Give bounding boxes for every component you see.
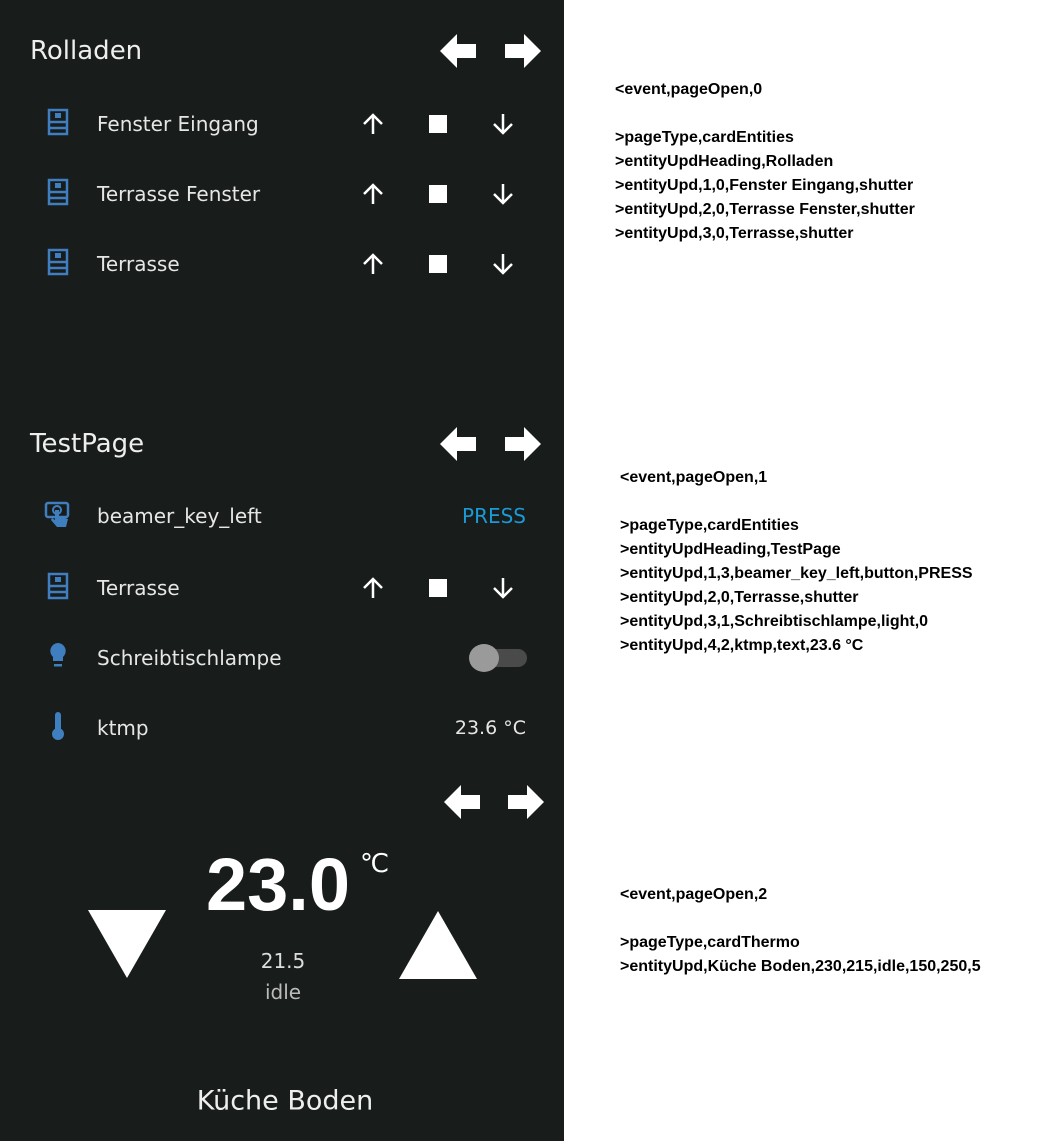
shutter-up-button[interactable] xyxy=(360,111,386,137)
button-press-icon xyxy=(44,500,72,532)
entity-name: Terrasse Fenster xyxy=(97,182,261,206)
shutter-down-button[interactable] xyxy=(490,111,516,137)
log-line: >entityUpd,Küche Boden,230,215,idle,150,250,5 xyxy=(620,958,981,975)
log-line: >pageType,cardThermo xyxy=(620,934,800,951)
temperature-unit: ℃ xyxy=(360,849,390,879)
next-page-arrow-icon[interactable] xyxy=(505,431,541,457)
serial-log-block xyxy=(620,883,981,979)
shutter-down-button[interactable] xyxy=(490,251,516,277)
next-page-arrow-icon[interactable] xyxy=(505,38,541,64)
shutter-icon xyxy=(47,572,69,604)
log-line: >entityUpd,1,3,beamer_key_left,button,PRESS xyxy=(620,565,973,582)
hvac-status: idle xyxy=(264,980,302,1004)
entity-name: Terrasse xyxy=(97,252,180,276)
log-line: >entityUpd,4,2,ktmp,text,23.6 °C xyxy=(620,637,864,654)
log-line: <event,pageOpen,1 xyxy=(620,469,768,486)
thermometer-icon xyxy=(50,711,66,745)
log-line: <event,pageOpen,0 xyxy=(615,81,763,98)
shutter-up-button[interactable] xyxy=(360,181,386,207)
entity-name: ktmp xyxy=(97,716,149,740)
press-button[interactable]: PRESS xyxy=(462,504,526,528)
log-line: >entityUpd,2,0,Terrasse Fenster,shutter xyxy=(615,201,915,218)
prev-page-arrow-icon[interactable] xyxy=(444,789,480,815)
shutter-icon xyxy=(47,178,69,210)
entity-name: Fenster Eingang xyxy=(97,112,259,136)
log-line xyxy=(620,490,973,514)
prev-page-arrow-icon[interactable] xyxy=(440,38,476,64)
shutter-up-button[interactable] xyxy=(360,575,386,601)
log-line: >pageType,cardEntities xyxy=(620,517,799,534)
entity-name: Terrasse xyxy=(97,576,180,600)
shutter-down-button[interactable] xyxy=(490,181,516,207)
shutter-icon xyxy=(47,108,69,140)
entity-name: beamer_key_left xyxy=(97,504,262,528)
log-line: >entityUpd,2,0,Terrasse,shutter xyxy=(620,589,859,606)
target-temperature: 23.0 xyxy=(206,843,351,926)
page-heading: TestPage xyxy=(30,429,145,459)
light-toggle[interactable] xyxy=(469,646,527,670)
serial-log-block xyxy=(620,466,973,658)
shutter-stop-button[interactable] xyxy=(425,181,451,207)
current-temperature: 21.5 xyxy=(260,949,306,973)
log-line xyxy=(620,907,981,931)
shutter-stop-button[interactable] xyxy=(425,251,451,277)
entity-value: 23.6 °C xyxy=(454,717,526,739)
log-line: >entityUpdHeading,Rolladen xyxy=(615,153,834,170)
log-line: >entityUpd,1,0,Fenster Eingang,shutter xyxy=(615,177,914,194)
temperature-up-button[interactable] xyxy=(399,911,477,983)
entity-name: Schreibtischlampe xyxy=(97,646,282,670)
log-line: >entityUpd,3,0,Terrasse,shutter xyxy=(615,225,854,242)
prev-page-arrow-icon[interactable] xyxy=(440,431,476,457)
log-line: >entityUpdHeading,TestPage xyxy=(620,541,841,558)
shutter-icon xyxy=(47,248,69,280)
log-line xyxy=(615,102,915,126)
log-line: >entityUpd,3,1,Schreibtischlampe,light,0 xyxy=(620,613,929,630)
log-line: >pageType,cardEntities xyxy=(615,129,794,146)
thermostat-name: Küche Boden xyxy=(196,1085,374,1117)
page-heading: Rolladen xyxy=(30,36,143,66)
temperature-down-button[interactable] xyxy=(88,910,166,982)
log-line: <event,pageOpen,2 xyxy=(620,886,768,903)
shutter-stop-button[interactable] xyxy=(425,111,451,137)
next-page-arrow-icon[interactable] xyxy=(508,789,544,815)
shutter-up-button[interactable] xyxy=(360,251,386,277)
shutter-stop-button[interactable] xyxy=(425,575,451,601)
serial-log-block xyxy=(615,78,915,246)
lightbulb-icon xyxy=(48,642,68,674)
shutter-down-button[interactable] xyxy=(490,575,516,601)
